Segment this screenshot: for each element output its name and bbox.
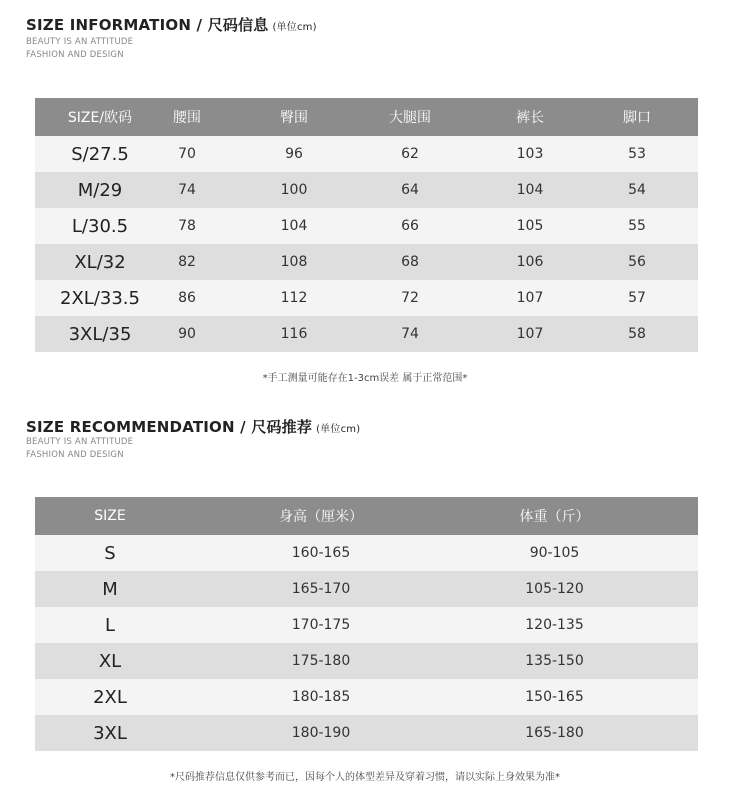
- table-row: [35, 316, 698, 352]
- table-row: [35, 679, 698, 715]
- tagline-line-2: FASHION AND DESIGN: [26, 50, 124, 60]
- size-rec-table: [35, 497, 698, 751]
- table-row: [35, 607, 698, 643]
- length-cell: 104: [516, 182, 544, 198]
- header-cell: SIZE: [94, 508, 126, 524]
- header-cell: SIZE/欧码: [67, 110, 133, 126]
- size-cell: S: [104, 542, 116, 564]
- thigh-cell: 66: [401, 218, 419, 234]
- size-rec-unit: (单位cm): [316, 424, 361, 435]
- hem-cell: 53: [628, 146, 646, 162]
- height-cell: 175-180: [291, 653, 351, 669]
- hip-cell: 116: [280, 326, 308, 342]
- size-rec-note: *尺码推荐信息仅供参考而已，因每个人的体型差异及穿着习惯，请以实际上身效果为准*: [170, 772, 560, 783]
- waist-cell: 78: [178, 218, 196, 234]
- weight-cell: 165-180: [525, 725, 584, 741]
- table-row: [35, 535, 698, 571]
- thigh-cell: 62: [401, 146, 419, 162]
- waist-cell: 86: [178, 290, 196, 306]
- weight-cell: 105-120: [525, 581, 584, 597]
- size-info-table: [35, 98, 698, 352]
- size-info-title: [26, 14, 317, 35]
- size-cell: M/29: [77, 179, 123, 201]
- length-cell: 107: [516, 326, 544, 342]
- table-row: [35, 244, 698, 280]
- waist-cell: 90: [178, 326, 196, 342]
- height-cell: 180-190: [291, 725, 351, 741]
- height-cell: 160-165: [291, 545, 351, 561]
- header-cell: 身高（厘米）: [279, 509, 363, 525]
- thigh-cell: 74: [401, 326, 419, 342]
- size-rec-tagline: [26, 436, 133, 462]
- table-row: [35, 715, 698, 751]
- table-header-row: [35, 98, 698, 136]
- hem-cell: 57: [628, 290, 646, 306]
- header-cell: 裤长: [516, 110, 544, 126]
- header-cell: 脚口: [623, 110, 651, 126]
- weight-cell: 120-135: [525, 617, 584, 633]
- size-cell: XL/32: [74, 251, 126, 273]
- size-info-note: *手工测量可能存在1-3cm误差 属于正常范围*: [262, 373, 468, 384]
- header-cell: 体重（斤）: [519, 509, 590, 525]
- table-row: [35, 280, 698, 316]
- height-cell: 180-185: [291, 689, 351, 705]
- table-row: [35, 172, 698, 208]
- size-cell: 3XL: [93, 722, 127, 744]
- length-cell: 107: [516, 290, 544, 306]
- size-rec-title: [26, 416, 360, 437]
- waist-cell: 70: [178, 146, 196, 162]
- height-cell: 170-175: [291, 617, 351, 633]
- table-header-row: [35, 497, 698, 535]
- height-cell: 165-170: [291, 581, 351, 597]
- length-cell: 105: [516, 218, 544, 234]
- header-cell: 腰围: [173, 110, 201, 126]
- table-row: [35, 571, 698, 607]
- header-cell: 大腿围: [389, 110, 431, 126]
- hip-cell: 108: [280, 254, 308, 270]
- size-info-tagline: [26, 36, 133, 62]
- size-rec-title-text: SIZE RECOMMENDATION / 尺码推荐: [26, 418, 313, 436]
- waist-cell: 74: [178, 182, 196, 198]
- size-cell: S/27.5: [71, 143, 129, 165]
- weight-cell: 90-105: [529, 545, 580, 561]
- hip-cell: 112: [280, 290, 308, 306]
- table-row: [35, 208, 698, 244]
- size-cell: L/30.5: [71, 215, 129, 237]
- size-cell: 2XL/33.5: [60, 287, 140, 309]
- hip-cell: 104: [280, 218, 308, 234]
- size-cell: XL: [98, 650, 122, 672]
- thigh-cell: 72: [401, 290, 419, 306]
- table-row: [35, 136, 698, 172]
- header-cell: 臀围: [280, 110, 308, 126]
- size-cell: M: [102, 578, 118, 600]
- tagline-line-1: BEAUTY IS AN ATTITUDE: [26, 37, 134, 47]
- table-row: [35, 643, 698, 679]
- hem-cell: 58: [628, 326, 646, 342]
- size-info-unit: (单位cm): [272, 22, 317, 33]
- size-cell: 2XL: [93, 686, 127, 708]
- waist-cell: 82: [178, 254, 196, 270]
- length-cell: 106: [516, 254, 544, 270]
- weight-cell: 135-150: [525, 653, 584, 669]
- thigh-cell: 64: [401, 182, 419, 198]
- tagline-line-2: FASHION AND DESIGN: [26, 450, 124, 460]
- hem-cell: 54: [628, 182, 646, 198]
- size-info-title-text: SIZE INFORMATION / 尺码信息: [26, 16, 269, 34]
- size-cell: 3XL/35: [68, 323, 132, 345]
- thigh-cell: 68: [401, 254, 419, 270]
- hem-cell: 55: [628, 218, 646, 234]
- tagline-line-1: BEAUTY IS AN ATTITUDE: [26, 437, 134, 447]
- size-cell: L: [104, 614, 116, 636]
- hip-cell: 100: [280, 182, 308, 198]
- hem-cell: 56: [628, 254, 646, 270]
- length-cell: 103: [516, 146, 544, 162]
- weight-cell: 150-165: [525, 689, 584, 705]
- hip-cell: 96: [285, 146, 303, 162]
